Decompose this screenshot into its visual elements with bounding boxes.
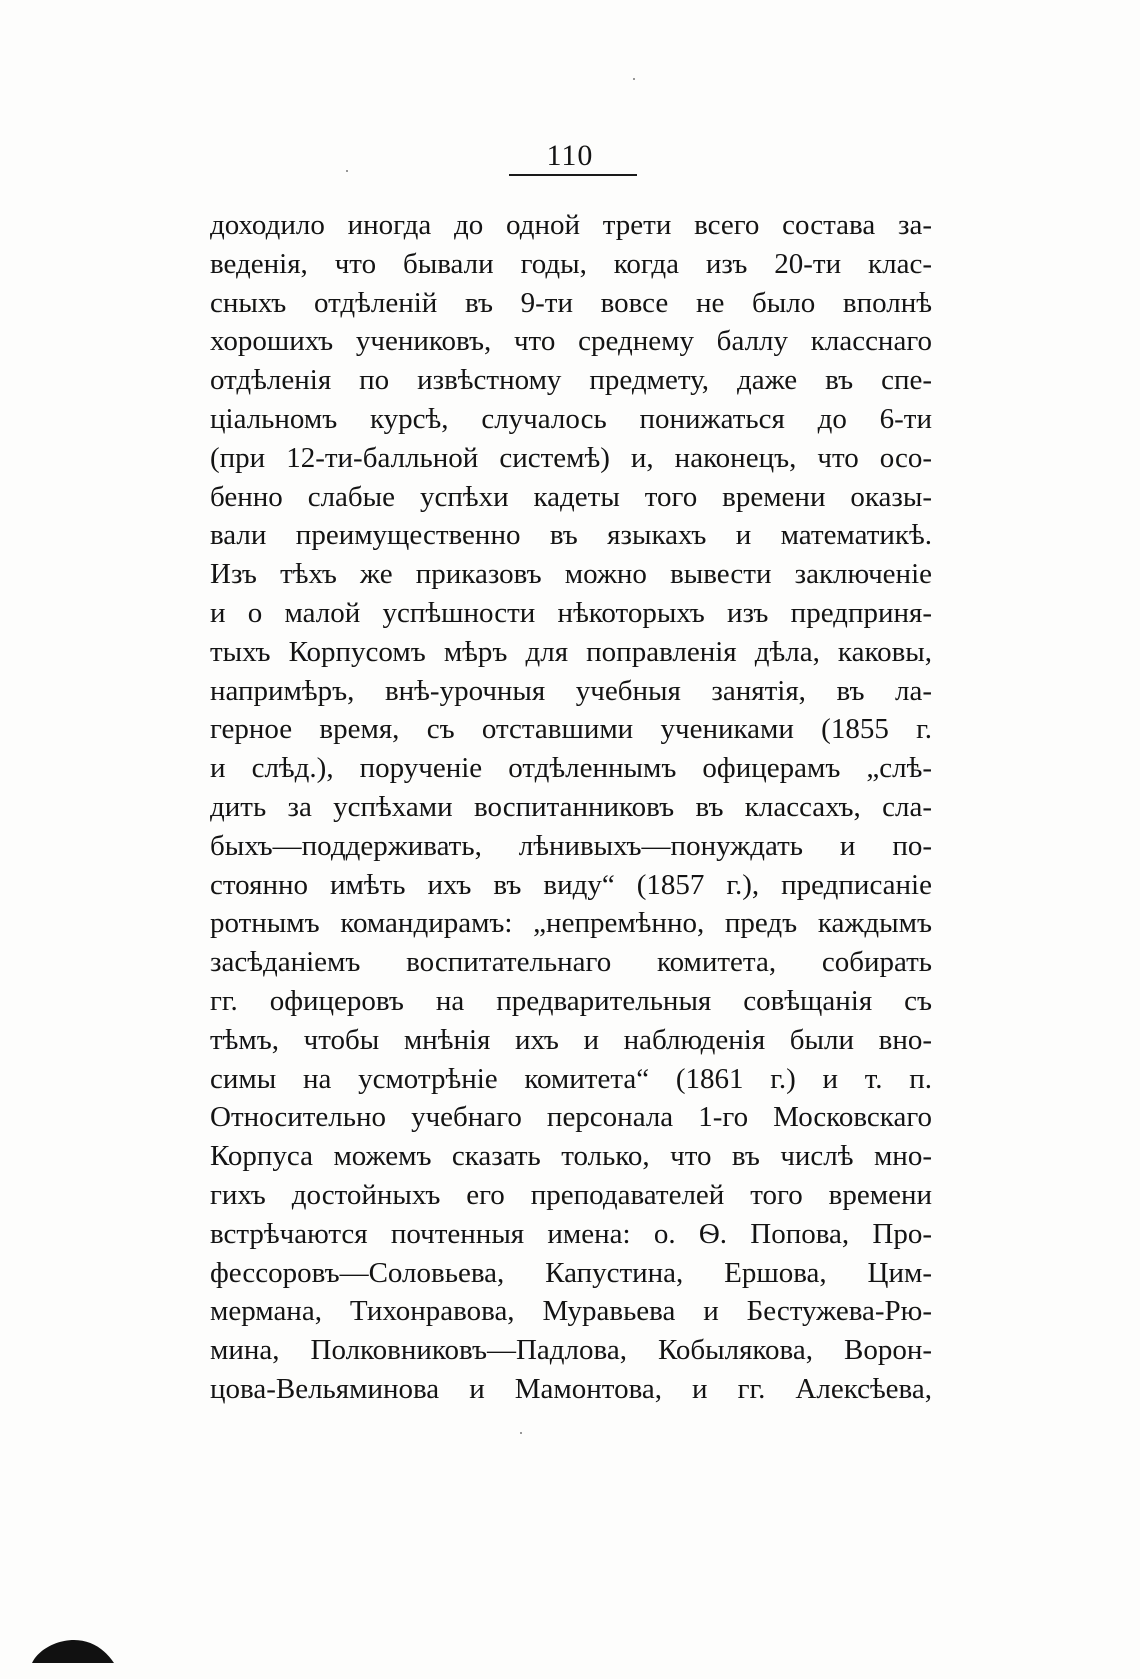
text-line: гг. офицеровъ на предварительныя совѣщанія съ [210,984,932,1017]
text-line: хорошихъ учениковъ, что среднему баллу класснаго [210,325,932,358]
text-line: ротнымъ командирамъ: „непремѣнно, предъ каждымъ [210,907,932,940]
text-line: и слѣд.), порученіе отдѣленнымъ офицерамъ „слѣ- [210,752,932,785]
text-line: доходило иногда до одной трети всего состава за- [210,209,932,241]
text-line: быхъ—поддерживать, лѣнивыхъ—понуждать и по- [210,829,932,862]
text-line: мермана, Тихонравова, Муравьева и Бестужева-Рю- [210,1295,932,1328]
text-line: Корпуса можемъ сказать только, что въ числѣ мно- [210,1140,932,1173]
page-number: 110 [546,139,594,172]
text-line: (при 12-ти-балльной системѣ) и, наконецъ, что осо- [210,441,932,474]
text-line: засѣданіемъ воспитательнаго комитета, собирать [210,946,932,979]
text-line: герное время, съ отставшими учениками (1855 г. [210,713,932,746]
text-line: веденія, что бывали годы, когда изъ 20-ти клас- [210,247,932,280]
text-line: Относительно учебнаго персонала 1-го Московскаго [210,1101,932,1134]
scan-speck [633,78,635,80]
text-line: вали преимущественно въ языкахъ и математикѣ. [210,519,932,552]
ink-blot-icon [30,1638,115,1664]
text-line: и о малой успѣшности нѣкоторыхъ изъ предприня- [210,596,932,629]
text-line: мина, Полковниковъ—Падлова, Кобылякова, Ворон- [210,1334,932,1367]
text-line: тѣмъ, чтобы мнѣнія ихъ и наблюденія были вно- [210,1023,932,1056]
text-line: Изъ тѣхъ же приказовъ можно вывести заключеніе [210,558,932,591]
text-line: встрѣчаются почтенныя имена: о. Ѳ. Попова, Про- [210,1217,932,1250]
text-line: напримѣръ, внѣ-урочныя учебныя занятія, въ ла- [210,674,932,707]
text-line: гихъ достойныхъ его преподавателей того времени [210,1178,932,1211]
text-line: бенно слабые успѣхи кадеты того времени оказы- [210,480,932,513]
scan-speck [346,170,348,172]
text-line: стоянно имѣть ихъ въ виду“ (1857 г.), предписаніе [210,868,932,901]
scan-speck [520,1432,522,1434]
text-line: фессоровъ—Соловьева, Капустина, Ершова, Цим- [210,1256,932,1289]
text-line: дить за успѣхами воспитанниковъ въ классахъ, сла- [210,790,932,823]
text-line: отдѣленія по извѣстному предмету, даже въ спе- [210,364,932,397]
header-rule [509,174,637,176]
text-line: сныхъ отдѣленій въ 9-ти вовсе не было вполнѣ [210,286,932,319]
text-line: симы на усмотрѣніе комитета“ (1861 г.) и т. п. [210,1062,932,1095]
text-line: цова-Вельяминова и Мамонтова, и гг. Алексѣева, [210,1372,932,1405]
text-line: ціальномъ курсѣ, случалось понижаться до 6-ти [210,402,932,435]
body-text [210,206,932,1409]
text-line: тыхъ Корпусомъ мѣръ для поправленія дѣла, каковы, [210,635,932,668]
